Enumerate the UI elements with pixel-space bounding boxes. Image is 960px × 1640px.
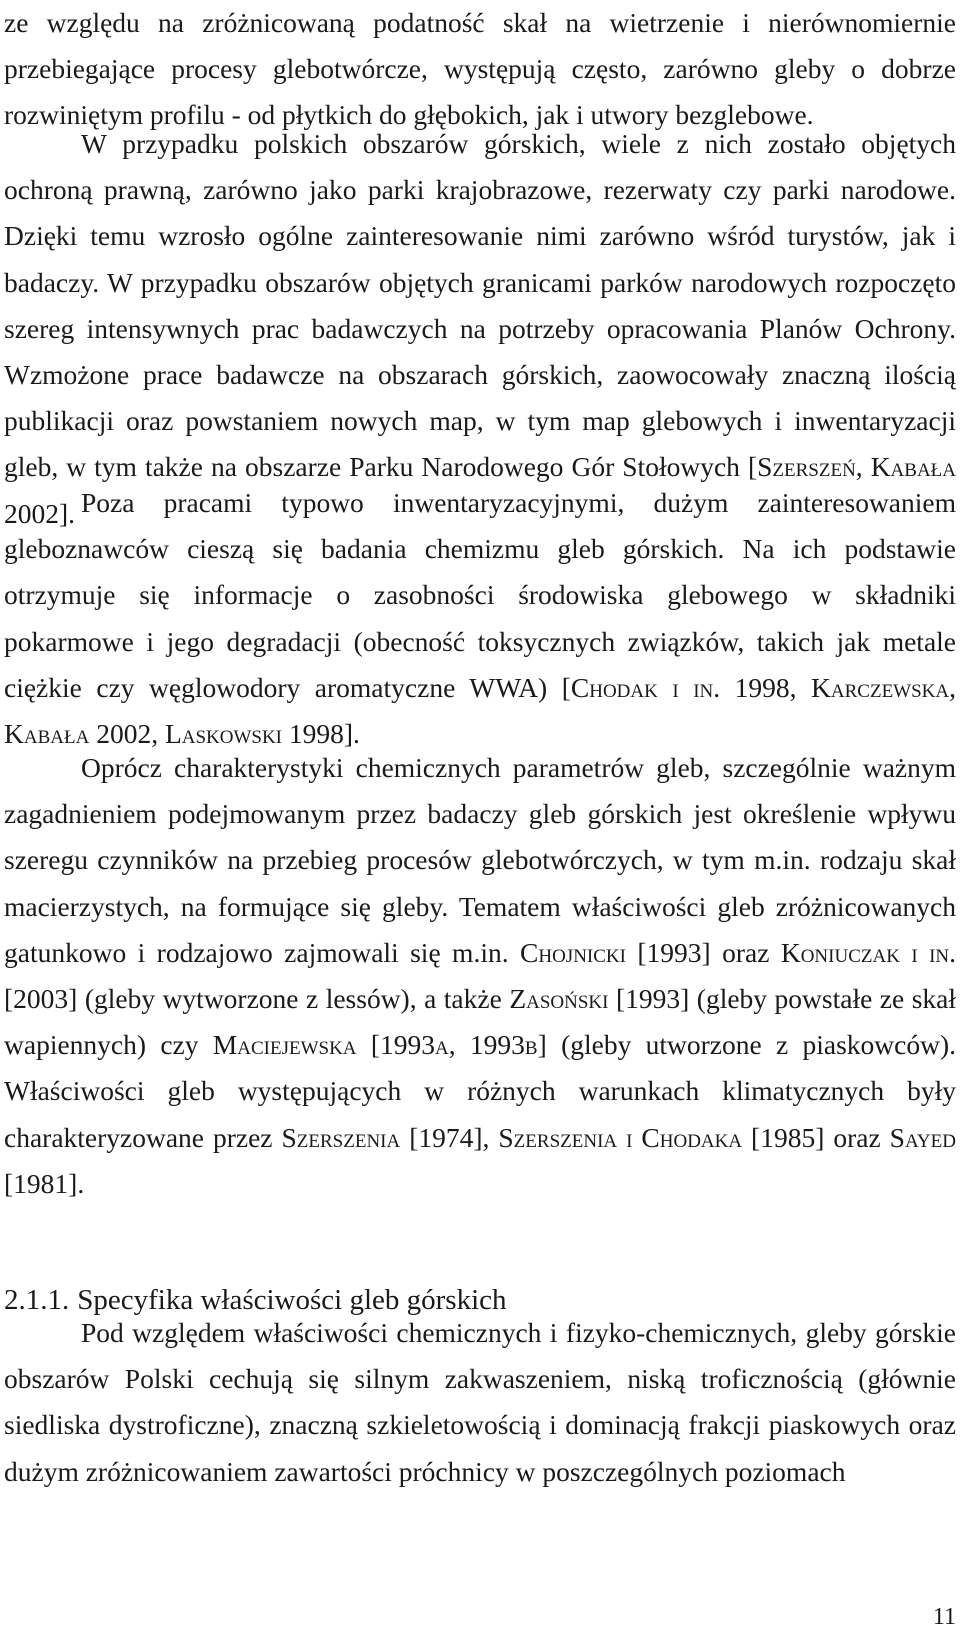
text-segment: W przypadku polskich obszarów górskich, wiele z nich zostało objętych ochroną prawną, zarówno jako parki krajobrazowe, rezerwaty czy parki narodowe. Dzięki temu wzrosło ogólne zainteresowanie nimi zarówno wśród turystów, jak i badaczy. W przypadku obszarów objętych granicami parków narodowych rozpoczęto szereg intensywnych prac badawczych na potrzeby opracowania Planów Ochrony. Wzmożone prace badawcze na obszarach górskich, zaowocowały znaczną ilością publikacji oraz powstaniem nowych map, w tym map glebowych i inwentaryzacji gleb, w tym także na obszarze Parku Narodowego Gór Stołowych [: [4, 128, 956, 483]
citation-author: Szerszenia: [281, 1121, 401, 1153]
citation-author: Chodak i in.: [570, 671, 721, 703]
citation-author: Chojnicki: [520, 936, 626, 968]
text-segment: [1981].: [4, 1167, 85, 1199]
paragraph-soil-chemistry: [4, 480, 956, 757]
citation-author: a: [435, 1029, 449, 1061]
citation-author: Laskowski: [164, 718, 283, 750]
text-segment: 1998].: [282, 718, 360, 750]
paragraph-parent-rock: [4, 745, 956, 1207]
text-segment: , 1993: [448, 1029, 525, 1061]
page-number: 11: [932, 1604, 956, 1630]
paragraph-mountain-soil-properties: [4, 1310, 956, 1495]
paragraph-protected-areas: [4, 121, 956, 537]
text-segment: [1993] oraz: [625, 936, 781, 968]
citation-author: Koniuczak i in.: [780, 936, 956, 968]
citation-author: Szerszeń, Kabała: [757, 451, 956, 483]
section-title: Specyfika właściwości gleb górskich: [77, 1284, 507, 1316]
text-segment: 2002,: [89, 718, 165, 750]
text-segment: Oprócz charakterystyki chemicznych parametrów gleb, szczególnie ważnym zagadnieniem podejmowanym przez badaczy gleb górskich jest określenie wpływu szeregu czynników na przebieg procesów glebotwórczych, w tym m.in. rodzaju skał macierzystych, na formujące się gleby. Tematem właściwości gleb zróżnicowanych gatunkowo i rodzajowo zajmowali się m.in.: [4, 752, 956, 968]
text-segment: [1985] oraz: [742, 1121, 890, 1153]
citation-author: Zasoński: [509, 983, 609, 1015]
text-segment: 1998,: [720, 671, 812, 703]
text-segment: ] (gleby utworzone z piaskowców). Właściwości gleb występujących w różnych warunkach klimatycznych były charakteryzowane przez: [4, 1029, 957, 1153]
text-segment: 2002].: [4, 497, 76, 529]
text-segment: [1993: [356, 1029, 435, 1061]
text-segment: ze względu na zróżnicowaną podatność skał na wietrzenie i nierównomiernie przebiegające procesy glebotwórcze, występują często, zarówno gleby o dobrze rozwiniętym profilu - od płytkich do głębokich, jak i utwory bezglebowe.: [4, 7, 956, 131]
citation-author: Maciejewska: [212, 1029, 357, 1061]
paragraph-intro: [4, 0, 956, 139]
citation-author: Karczewska, Kabała: [4, 671, 957, 750]
citation-author: Szerszenia i Chodaka: [498, 1121, 743, 1153]
text-segment: Poza pracami typowo inwentaryzacyjnymi, dużym zainteresowaniem gleboznawców cieszą się badania chemizmu gleb górskich. Na ich podstawie otrzymuje się informacje o zasobności środowiska glebowego w składniki pokarmowe i jego degradacji (obecność toksycznych związków, takich jak metale ciężkie czy węglowodory aromatyczne WWA) [: [4, 487, 956, 703]
text-segment: [1993] (gleby powstałe ze skał wapiennych) czy: [4, 983, 956, 1061]
text-segment: Pod względem właściwości chemicznych i fizyko-chemicznych, gleby górskie obszarów Polski cechują się silnym zakwaszeniem, niską troficznością (głównie siedliska dystroficzne), znaczną szkieletowością i dominacją frakcji piaskowych oraz dużym zróżnicowaniem zawartości próchnicy w poszczególnych poziomach: [4, 1317, 956, 1487]
section-number: 2.1.1.: [4, 1284, 70, 1316]
text-segment: [2003] (gleby wytworzone z lessów), a także: [4, 983, 510, 1015]
citation-author: b: [524, 1029, 538, 1061]
text-segment: [1974],: [400, 1121, 499, 1153]
citation-author: Sayed: [889, 1121, 956, 1153]
